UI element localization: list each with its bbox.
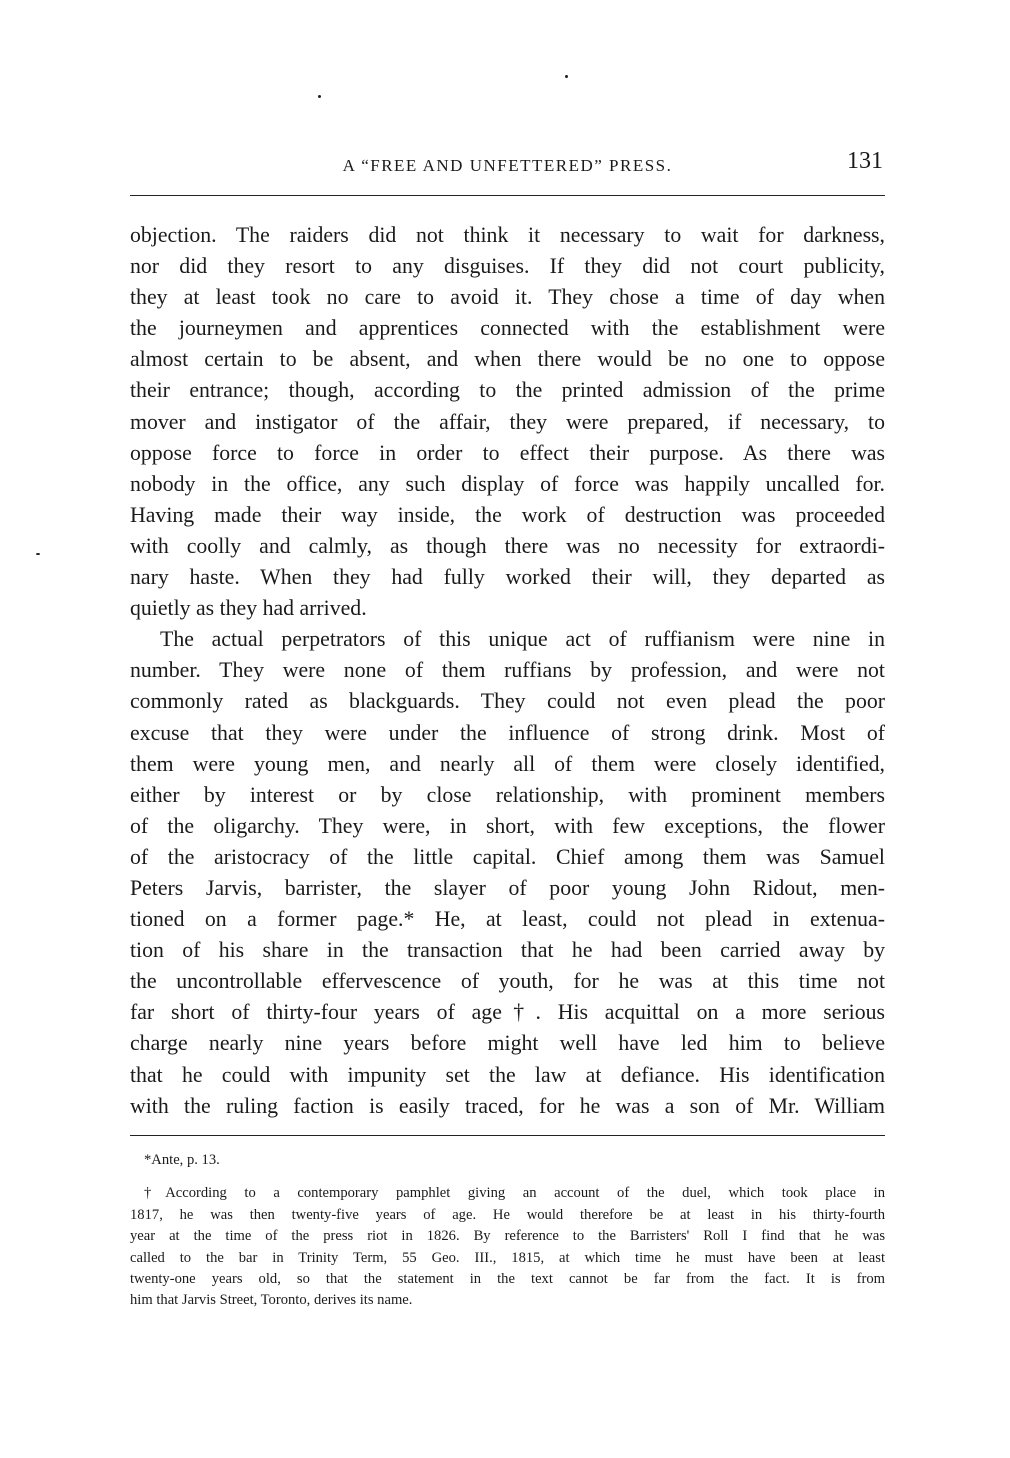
body-line: the uncontrollable effervescence of youth, for he was at this time not — [130, 969, 885, 994]
body-line: either by interest or by close relationship, with prominent members — [130, 782, 885, 807]
footnote-line: him that Jarvis Street, Toronto, derives its name. — [130, 1292, 413, 1309]
footnotes — [130, 1150, 885, 1312]
body-line: The actual perpetrators of this unique act of ruffianism were nine in — [160, 627, 885, 652]
body-line: objection. The raiders did not think it necessary to wait for darkness, — [130, 223, 885, 247]
body-line: nary haste. When they had fully worked their will, they departed as — [130, 565, 885, 590]
body-line: Peters Jarvis, barrister, the slayer of poor young John Ridout, men- — [130, 875, 885, 900]
body-line: that he could with impunity set the law at defiance. His identification — [130, 1062, 885, 1087]
footnote-line: year at the time of the press riot in 1826. By reference to the Barristers' Roll I find that he was — [130, 1228, 885, 1245]
footnote-line: 1817, he was then twenty-five years of age. He would therefore be at least in his thirty-fourth — [130, 1206, 885, 1223]
body-line: number. They were none of them ruffians by profession, and were not — [130, 658, 885, 683]
body-line: nobody in the office, any such display of force was happily uncalled for. — [130, 471, 885, 496]
header-rule — [130, 195, 885, 196]
ink-speck — [318, 95, 321, 98]
body-line: the journeymen and apprentices connected with the establishment were — [130, 316, 885, 341]
page-header — [130, 148, 885, 188]
footnote-ante: *Ante, p. 13. — [144, 1152, 220, 1168]
body-line: charge nearly nine years before might well have led him to believe — [130, 1031, 885, 1056]
body-line: of the aristocracy of the little capital. Chief among them was Samuel — [130, 844, 885, 869]
body-line: almost certain to be absent, and when there would be no one to oppose — [130, 347, 885, 372]
footnote-line: †According to a contemporary pamphlet giving an account of the duel, which took place in — [144, 1185, 885, 1202]
body-line: them were young men, and nearly all of them were closely identified, — [130, 751, 885, 776]
ink-speck — [565, 75, 568, 78]
body-line: quietly as they had arrived. — [130, 596, 367, 621]
body-line: tion of his share in the transaction that he had been carried away by — [130, 938, 885, 963]
body-line: their entrance; though, according to the printed admission of the prime — [130, 378, 885, 403]
body-line: far short of thirty-four years of age†. His acquittal on a more serious — [130, 1000, 885, 1025]
body-line: Having made their way inside, the work of destruction was proceeded — [130, 502, 885, 527]
body-line: oppose force to force in order to effect their purpose. As there was — [130, 440, 885, 465]
body-line: tioned on a former page.* He, at least, could not plead in extenua- — [130, 907, 885, 932]
footnote-line: called to the bar in Trinity Term, 55 Geo. III., 1815, at which time he must have been at least — [130, 1249, 885, 1266]
body-line: nor did they resort to any disguises. If they did not court publicity, — [130, 254, 885, 279]
footnote-line: twenty-one years old, so that the statement in the text cannot be far from the fact. It is from — [130, 1271, 885, 1288]
body-text — [130, 220, 885, 1122]
body-line: with the ruling faction is easily traced, for he was a son of Mr. William — [130, 1093, 885, 1118]
body-line: commonly rated as blackguards. They could not even plead the poor — [130, 689, 885, 714]
ink-speck — [36, 553, 40, 555]
page-number: 131 — [847, 148, 883, 174]
running-title: A “FREE AND UNFETTERED” PRESS. — [342, 156, 673, 175]
footnote-rule — [130, 1135, 885, 1136]
body-line: they at least took no care to avoid it. They chose a time of day when — [130, 285, 885, 310]
body-line: of the oligarchy. They were, in short, with few exceptions, the flower — [130, 813, 885, 838]
body-line: mover and instigator of the affair, they were prepared, if necessary, to — [130, 409, 885, 434]
body-line: excuse that they were under the influence of strong drink. Most of — [130, 720, 885, 745]
body-line: with coolly and calmly, as though there was no necessity for extraordi- — [130, 533, 885, 558]
